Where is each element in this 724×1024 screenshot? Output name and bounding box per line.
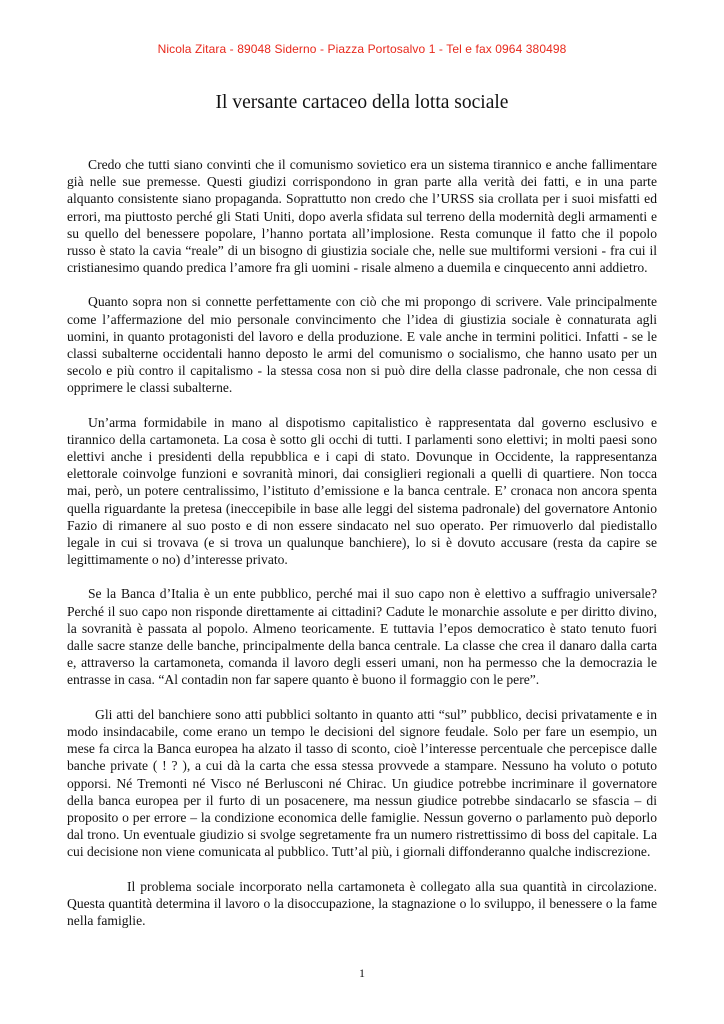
paragraph: Se la Banca d’Italia è un ente pubblico, perché mai il suo capo non è elettivo a suffragio universale? Perché il suo capo non risponde direttamente ai cittadini? Cadute le monarchie assolute e per diritto divino, la sovranità è passata al popolo. Almeno teoricamente. E tuttavia l’epos democratico è stato tenuto fuori dalle sacre stanze delle banche, principalmente della banca centrale. La classe che crea il danaro dalla carta e, attraverso la cartamoneta, comanda il lavoro degli esseri umani, non ha permesso che la democrazia le entrasse in casa. “Al contadin non far sapere quanto è buono il formaggio con le pere”. [67, 586, 657, 688]
paragraph: Quanto sopra non si connette perfettamente con ciò che mi propongo di scrivere. Vale principalmente come l’affermazione del mio personale convincimento che l’idea di giustizia sociale è connaturata agli uomini, in quanto protagonisti del lavoro e della produzione. E vale anche in termini politici. Infatti - se le classi subalterne occidentali hanno deposto le armi del comunismo o socialismo, che hanno usato per un secolo e più contro il capitalismo - la stessa cosa non si può dire della classe padronale, che non cessa di opprimere le classi subalterne. [67, 294, 657, 396]
paragraph: Un’arma formidabile in mano al dispotismo capitalistico è rappresentata dal governo esclusivo e tirannico della cartamoneta. La cosa è sotto gli occhi di tutti. I parlamenti sono elettivi; in molti paesi sono elettivi anche i presidenti della repubblica e i capi di stato. Dovunque in Occidente, la rappresentanza elettorale coinvolge funzioni e sovranità minori, dai consiglieri regionali a quelli di quartiere. Non tocca mai, però, un potere centralissimo, l’istituto d’emissione e la banca centrale. E’ cronaca non ancora spenta quella riguardante la pretesa (ineccepibile in base alle leggi del sistema padronale) del governatore Antonio Fazio di rimanere al suo posto e di non essere sindacato nel suo operato. Per rimuoverlo dal piedistallo legale in cui si trovava (e si trova un qualunque banchiere), lo si è dovuto accusare (resta da capire se legittimamente o no) d’interesse privato. [67, 414, 657, 568]
document-body [67, 156, 657, 946]
paragraph: Il problema sociale incorporato nella cartamoneta è collegato alla sua quantità in circolazione. Questa quantità determina il lavoro o la disoccupazione, la stagnazione o lo sviluppo, il benessere o la fame nella famiglie. [67, 878, 657, 928]
page-number: 1 [359, 966, 365, 980]
letterhead: Nicola Zitara - 89048 Siderno - Piazza Portosalvo 1 - Tel e fax 0964 380498 [157, 42, 567, 56]
page-title: Il versante cartaceo della lotta sociale [215, 92, 509, 113]
paragraph: Gli atti del banchiere sono atti pubblici soltanto in quanto atti “sul” pubblico, decisi privatamente e in modo insindacabile, come erano un tempo le decisioni del signore feudale. Solo per fare un esempio, un mese fa circa la Banca europea ha alzato il tasso di sconto, cioè l’interesse percentuale che percepisce dalle banche private ( ! ? ), a cui dà la carta che essa stessa provvede a stampare. Nessuno ha voluto o potuto opporsi. Né Tremonti né Visco né Berlusconi né Chirac. Un giudice potrebbe incriminare il governatore della banca europea per il furto di un posacenere, ma nessun giudice potrebbe sindacarlo se sfascia – di proposito o per errore – la condizione economica delle famiglie. Nessun governo o parlamento può deporlo dal trono. Un eventuale giudizio si svolge segretamente fra un numero ristrettissimo di boss del capitale. La cui decisione non viene comunicata al pubblico. Tutt’al più, i giornali diffonderanno qualche indiscrezione. [67, 706, 657, 860]
paragraph: Credo che tutti siano convinti che il comunismo sovietico era un sistema tirannico e anche fallimentare già nelle sue premesse. Questi giudizi corrispondono in gran parte alla verità dei fatti, e in una parte alquanto consistente siano propaganda. Soprattutto non credo che l’URSS sia crollata per i suoi misfatti ed errori, ma piuttosto perché gli Stati Uniti, dopo averla sfidata sul terreno della modernità degli armamenti e su quello del benessere popolare, l’hanno portata all’implosione. Resta comunque il fatto che il popolo russo è stato la cavia “reale” di un bisogno di giustizia sociale che, nelle sue multiformi versioni - fra cui il cristianesimo quando predica l’amore fra gli uomini - risale almeno a duemila e cinquecento anni addietro. [67, 157, 657, 276]
